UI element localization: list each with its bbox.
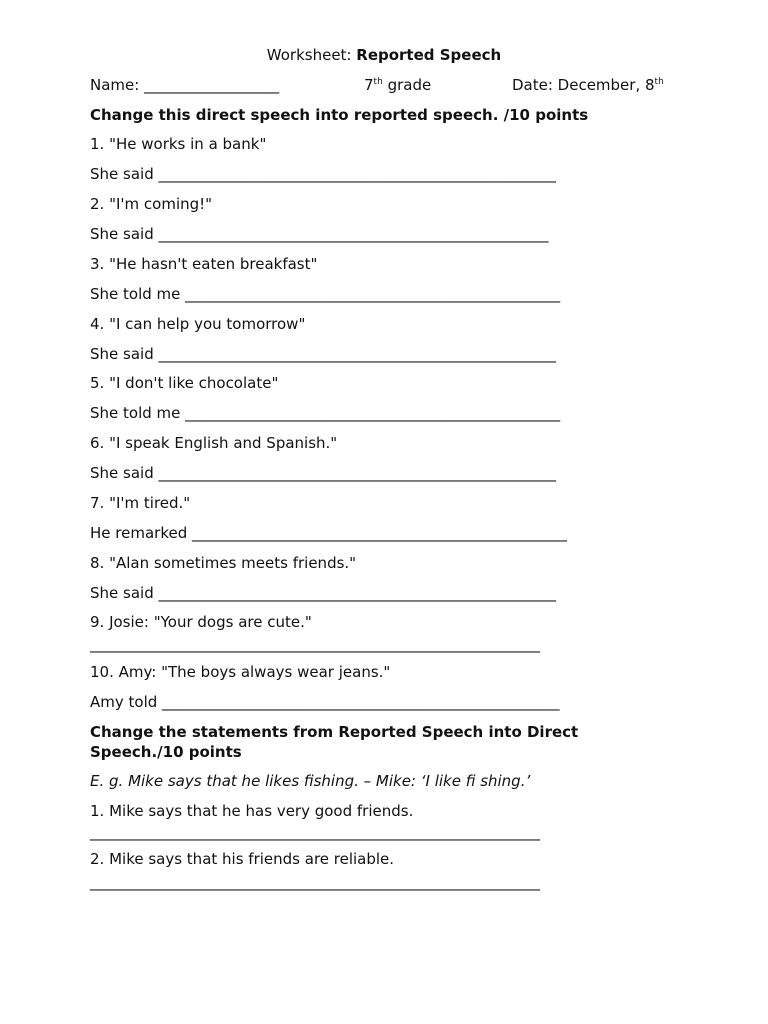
- s1-answer-line: She said _____________________________________________________: [90, 165, 556, 183]
- s2-question: 1. Mike says that he has very good friends.: [90, 802, 414, 820]
- s2-question: 2. Mike says that his friends are reliable.: [90, 850, 395, 868]
- grade-superscript: th: [373, 77, 383, 87]
- s1-answer-line: ____________________________________________________________: [90, 635, 540, 653]
- s2-answer-line: ____________________________________________________________: [90, 823, 540, 841]
- name-field-label: Name: __________________: [90, 76, 280, 94]
- s1-question: 2. "I'm coming!": [90, 195, 213, 213]
- s1-question: 3. "He hasn't eaten breakfast": [90, 255, 318, 273]
- s1-question: 9. Josie: "Your dogs are cute.": [90, 613, 312, 631]
- s1-answer-line: She said _____________________________________________________: [90, 464, 556, 482]
- s1-question: 10. Amy: "The boys always wear jeans.": [90, 663, 391, 681]
- s1-question: 4. "I can help you tomorrow": [90, 315, 306, 333]
- s1-answer-line: Amy told _____________________________________________________: [90, 693, 560, 711]
- date-text: Date: December, 8: [512, 76, 655, 94]
- section2-heading: Change the statements from Reported Speech into Direct Speech./10 points: [90, 723, 579, 761]
- date-label: [512, 76, 664, 94]
- title-prefix: Worksheet:: [266, 46, 352, 64]
- grade-number: 7: [364, 76, 374, 94]
- s1-answer-line: She told me __________________________________________________: [90, 285, 561, 303]
- date-superscript: th: [654, 77, 664, 87]
- s1-question: 6. "I speak English and Spanish.": [90, 434, 338, 452]
- s1-answer-line: He remarked __________________________________________________: [90, 524, 567, 542]
- section2-example: E. g. Mike says that he likes fishing. – Mike: ‘I like fi shing.’: [90, 772, 531, 790]
- s1-answer-line: She said _____________________________________________________: [90, 584, 556, 602]
- worksheet-title: [0, 46, 768, 64]
- title-main: Reported Speech: [356, 46, 502, 64]
- s2-answer-line: ____________________________________________________________: [90, 873, 540, 891]
- grade-label: [364, 76, 431, 94]
- s1-question: 8. "Alan sometimes meets friends.": [90, 554, 357, 572]
- s1-question: 7. "I'm tired.": [90, 494, 191, 512]
- s1-answer-line: She said ____________________________________________________: [90, 225, 549, 243]
- section1-heading: Change this direct speech into reported speech. /10 points: [90, 106, 589, 124]
- grade-word: grade: [387, 76, 432, 94]
- s1-question: 5. "I don't like chocolate": [90, 374, 279, 392]
- s1-answer-line: She told me __________________________________________________: [90, 404, 561, 422]
- s1-question: 1. "He works in a bank": [90, 135, 267, 153]
- s1-answer-line: She said _____________________________________________________: [90, 345, 556, 363]
